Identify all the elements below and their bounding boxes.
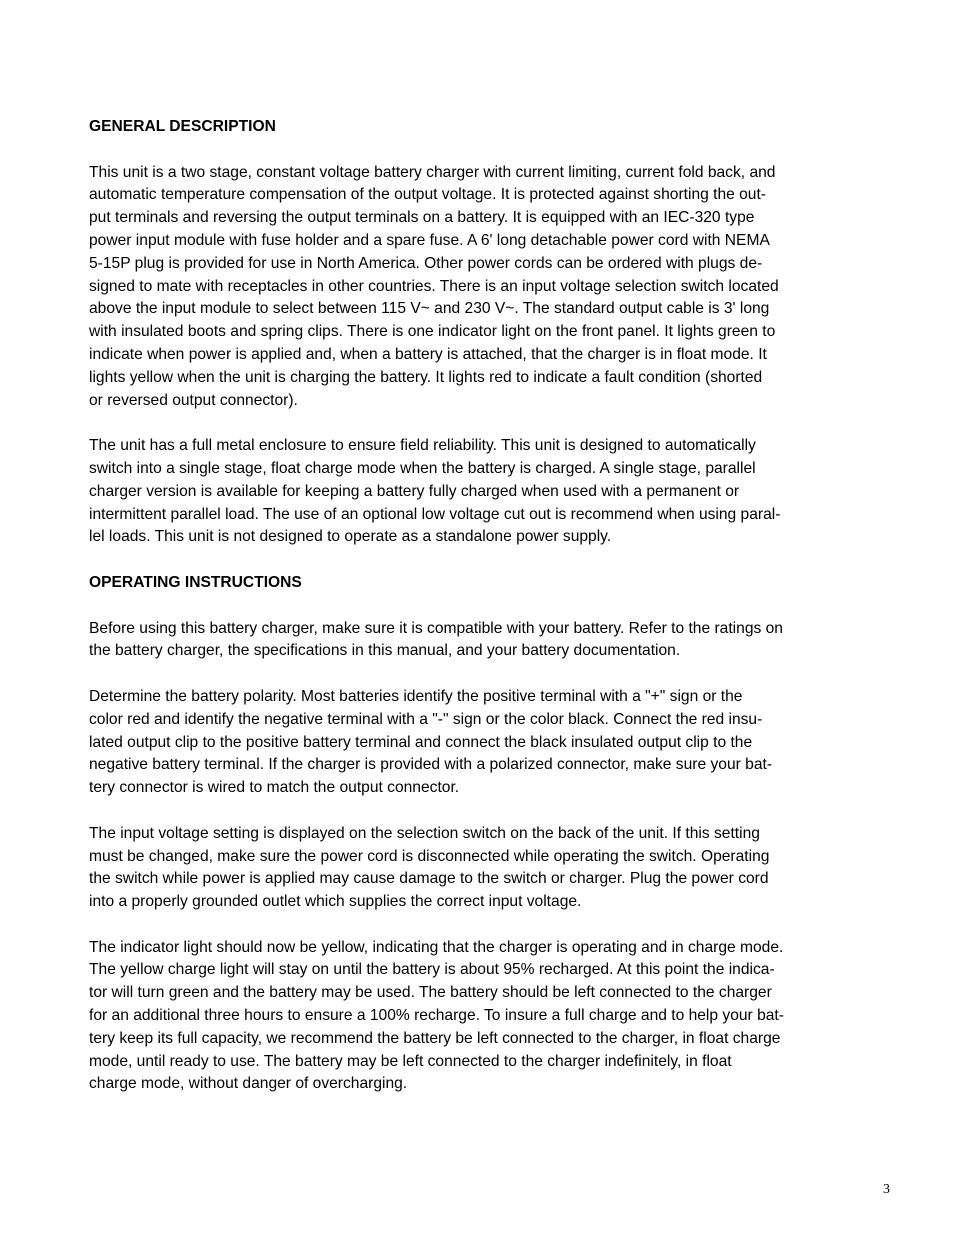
text-line: signed to mate with receptacles in other countries. There is an input voltage selection switch located bbox=[89, 277, 779, 295]
text-line: color red and identify the negative terminal with a "-" sign or the color black. Connect the red insu- bbox=[89, 710, 763, 728]
text-line: tery keep its full capacity, we recommend the battery be left connected to the charger, in float charge bbox=[89, 1029, 781, 1047]
text-line: with insulated boots and spring clips. There is one indicator light on the front panel. It lights green to bbox=[89, 323, 776, 341]
text-line: automatic temperature compensation of the output voltage. It is protected against shorting the out- bbox=[89, 186, 766, 204]
paragraph bbox=[89, 162, 864, 413]
text-line: tor will turn green and the battery may be used. The battery should be left connected to the charger bbox=[89, 984, 772, 1002]
paragraph bbox=[89, 686, 864, 800]
text-line: lights yellow when the unit is charging the battery. It lights red to indicate a fault condition (shorted bbox=[89, 368, 763, 386]
section-heading: OPERATING INSTRUCTIONS bbox=[89, 573, 302, 591]
paragraph bbox=[89, 618, 864, 664]
text-line: above the input module to select between 115 V~ and 230 V~. The standard output cable is 3' long bbox=[89, 300, 770, 318]
text-line: This unit is a two stage, constant voltage battery charger with current limiting, current fold back, and bbox=[89, 163, 776, 181]
text-line: into a properly grounded outlet which supplies the correct input voltage. bbox=[89, 893, 582, 911]
text-line: negative battery terminal. If the charger is provided with a polarized connector, make sure your bat- bbox=[89, 756, 773, 774]
text-line: The yellow charge light will stay on until the battery is about 95% recharged. At this point the indica- bbox=[89, 961, 775, 979]
text-line: The unit has a full metal enclosure to ensure field reliability. This unit is designed to automatically bbox=[89, 437, 756, 455]
text-line: Before using this battery charger, make sure it is compatible with your battery. Refer to the ratings on bbox=[89, 619, 783, 637]
text-line: lated output clip to the positive battery terminal and connect the black insulated output clip to the bbox=[89, 733, 753, 751]
text-line: power input module with fuse holder and a spare fuse. A 6' long detachable power cord with NEMA bbox=[89, 231, 770, 249]
text-line: charge mode, without danger of overcharging. bbox=[89, 1075, 408, 1093]
text-line: lel loads. This unit is not designed to operate as a standalone power supply. bbox=[89, 528, 612, 546]
text-line: The indicator light should now be yellow, indicating that the charger is operating and in charge mode. bbox=[89, 938, 784, 956]
text-line: intermittent parallel load. The use of an optional low voltage cut out is recommend when using paral- bbox=[89, 505, 781, 523]
text-line: the battery charger, the specifications in this manual, and your battery documentation. bbox=[89, 642, 681, 660]
text-line: Determine the battery polarity. Most batteries identify the positive terminal with a "+" sign or the bbox=[89, 687, 743, 705]
text-line: must be changed, make sure the power cord is disconnected while operating the switch. Operating bbox=[89, 847, 770, 865]
text-line: charger version is available for keeping a battery fully charged when used with a permanent or bbox=[89, 482, 740, 500]
text-line: for an additional three hours to ensure a 100% recharge. To insure a full charge and to help your bat- bbox=[89, 1007, 784, 1025]
text-line: put terminals and reversing the output terminals on a battery. It is equipped with an IEC-320 type bbox=[89, 209, 755, 227]
text-line: The input voltage setting is displayed on the selection switch on the back of the unit. If this setting bbox=[89, 824, 760, 842]
text-line: the switch while power is applied may cause damage to the switch or charger. Plug the power cord bbox=[89, 870, 769, 888]
paragraph bbox=[89, 937, 864, 1097]
page-number: 3 bbox=[883, 1182, 890, 1197]
text-line: switch into a single stage, float charge mode when the battery is charged. A single stage, parallel bbox=[89, 459, 756, 477]
paragraph bbox=[89, 823, 864, 914]
text-line: indicate when power is applied and, when a battery is attached, that the charger is in float mode. It bbox=[89, 345, 767, 363]
text-line: 5-15P plug is provided for use in North America. Other power cords can be ordered with plugs de- bbox=[89, 254, 763, 272]
text-line: or reversed output connector). bbox=[89, 391, 298, 409]
document-body bbox=[89, 116, 864, 1119]
section-heading: GENERAL DESCRIPTION bbox=[89, 118, 276, 135]
paragraph bbox=[89, 435, 864, 549]
text-line: tery connector is wired to match the output connector. bbox=[89, 779, 460, 797]
text-line: mode, until ready to use. The battery may be left connected to the charger indefinitely, in float bbox=[89, 1052, 732, 1070]
